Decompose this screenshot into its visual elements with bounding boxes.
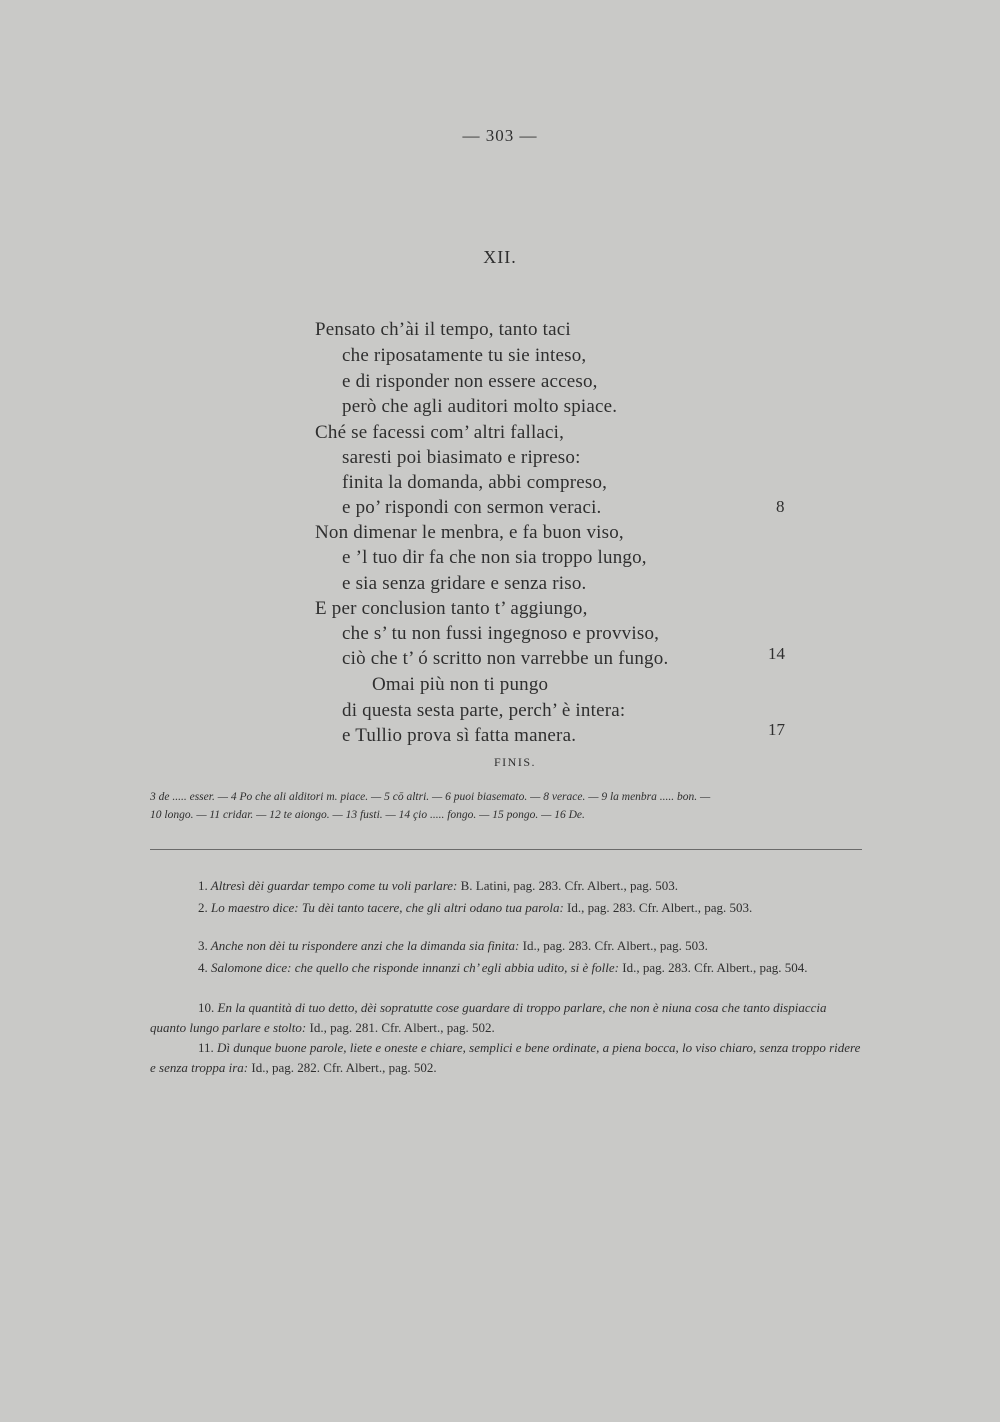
footnote-text: Dì dunque buone parole, liete e oneste e chiare, semplici e bene ordinate, a piena bocca, lo viso chiaro, senza troppo ridere e senza troppa ira:: [150, 1040, 861, 1075]
poem-line-16: di questa sesta parte, perch’ è intera:: [342, 700, 626, 721]
footnote-divider: [150, 849, 862, 850]
poem-line-8: e po’ rispondi con sermon veraci.: [342, 497, 602, 518]
poem-line-11: e sia senza gridare e senza riso.: [342, 573, 587, 594]
line-number-14: 14: [768, 644, 785, 663]
line-number-17: 17: [768, 720, 785, 739]
footnote-text: Altresì dèi guardar tempo come tu voli parlare:: [210, 878, 458, 893]
poem-line-2: che riposatamente tu sie inteso,: [342, 345, 587, 366]
poem-line-9: Non dimenar le menbra, e fa buon viso,: [315, 522, 624, 543]
poem-line-4: però che agli auditori molto spiace.: [342, 396, 618, 417]
footnote-number: 1.: [198, 878, 208, 893]
footnote-text: Lo maestro dice: Tu dèi tanto tacere, che gli altri odano tua parola:: [211, 900, 564, 915]
footnote-number: 4.: [198, 960, 208, 975]
variant-readings-line-2: 10 longo. — 11 cridar. — 12 te aiongo. — 13 fusti. — 14 çio ..... fongo. — 15 pongo. — 16 De.: [150, 809, 585, 821]
poem-line-3: e di risponder non essere acceso,: [342, 371, 598, 392]
poem-line-1: Pensato ch’ài il tempo, tanto taci: [315, 319, 571, 340]
footnote-2: [150, 898, 865, 918]
footnote-reference: Id., pag. 283. Cfr. Albert., pag. 504.: [622, 960, 808, 975]
poem-line-12: E per conclusion tanto t’ aggiungo,: [315, 598, 588, 619]
footnote-reference: Id., pag. 281. Cfr. Albert., pag. 502.: [309, 1020, 495, 1035]
footnote-reference: Id., pag. 283. Cfr. Albert., pag. 503.: [522, 938, 708, 953]
poem-line-14: ciò che t’ ó scritto non varrebbe un fungo.: [342, 648, 669, 669]
footnote-number: 10.: [198, 1000, 215, 1015]
page-number: — 303 —: [462, 126, 538, 145]
footnote-number: 2.: [198, 900, 208, 915]
footnote-11: [150, 1038, 865, 1078]
footnote-text: En la quantità di tuo detto, dèi sopratutte cose guardare di troppo parlare, che non è niuna cosa che tanto dispiaccia quanto lungo parlare e stolto:: [150, 1000, 827, 1035]
poem-line-7: finita la domanda, abbi compreso,: [342, 472, 608, 493]
footnote-3: [150, 936, 865, 956]
footnote-number: 3.: [198, 938, 208, 953]
poem-line-10: e ’l tuo dir fa che non sia troppo lungo,: [342, 547, 647, 568]
poem-line-13: che s’ tu non fussi ingegnoso e provviso,: [342, 623, 660, 644]
poem-line-15: Omai più non ti pungo: [372, 674, 549, 695]
footnote-text: Salomone dice: che quello che risponde innanzi ch’ egli abbia udito, si è folle:: [211, 960, 619, 975]
footnote-1: [150, 876, 865, 896]
variant-readings-line-1: 3 de ..... esser. — 4 Po che ali alditori m. piace. — 5 cō altri. — 6 puoi biasemato. — 8 verace. — 9 la menbra ..... bon. —: [150, 791, 711, 803]
footnote-reference: Id., pag. 283. Cfr. Albert., pag. 503.: [567, 900, 753, 915]
poem-line-17: e Tullio prova sì fatta manera.: [342, 725, 577, 746]
footnote-number: 11.: [198, 1040, 214, 1055]
line-number-8: 8: [776, 497, 785, 516]
footnote-reference: B. Latini, pag. 283. Cfr. Albert., pag. 503.: [460, 878, 678, 893]
footnote-reference: Id., pag. 282. Cfr. Albert., pag. 502.: [251, 1060, 437, 1075]
finis-label: FINIS.: [493, 755, 536, 769]
footnote-4: [150, 958, 865, 978]
poem-line-6: saresti poi biasimato e ripreso:: [342, 447, 581, 468]
section-title: XII.: [483, 247, 517, 267]
footnote-10: [150, 998, 865, 1038]
poem-line-5: Ché se facessi com’ altri fallaci,: [315, 422, 565, 443]
footnote-text: Anche non dèi tu rispondere anzi che la dimanda sia finita:: [210, 938, 520, 953]
